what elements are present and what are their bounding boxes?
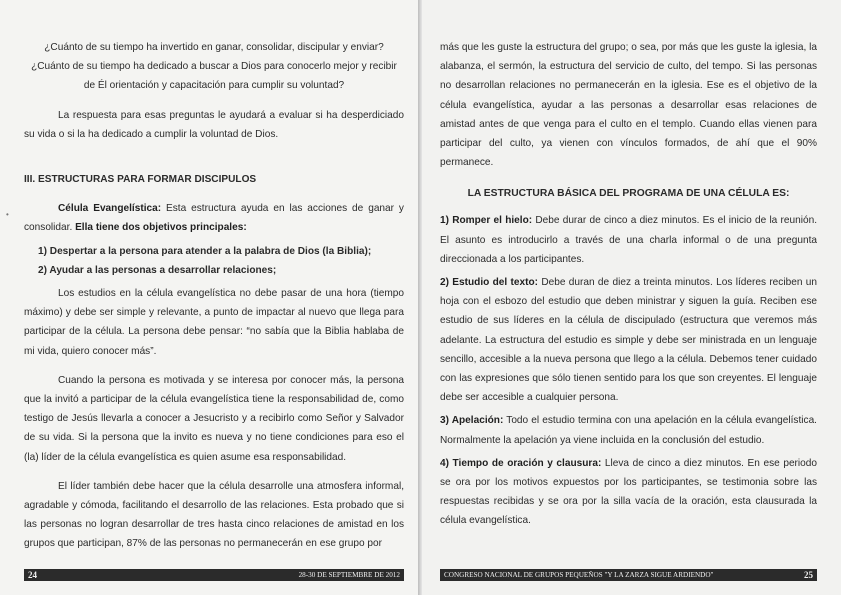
program-structure-title: LA ESTRUCTURA BÁSICA DEL PROGRAMA DE UNA CÉLULA ES: — [467, 188, 790, 200]
program-item-1 — [440, 211, 817, 269]
footer-date: 28-30 DE SEPTIEMBRE DE 2012 — [298, 571, 400, 579]
program-item-2-text: Debe duran de diez a treinta minutos. Los líderes reciben un hoja con el esbozo del estudio que deben ministrar y siguen la guía. Reciben ese estudio de sus líderes en la célula de discipulado (estructura que veremos más adelante. La estructura del estudio es simple y debe ser ministrada en un lenguaje sencillo, accesible a la nueva persona que llego a la célula. Debemos tener cuidado con las expresiones que sólo tienen sentido para los que son creyentes. El lenguaje debe ser accesible a cualquier persona. — [440, 277, 817, 404]
left-page — [0, 0, 418, 595]
program-item-1-text: Debe durar de cinco a diez minutos. Es el inicio de la reunión. El asunto es introducirlo a través de una charla informal o de una pregunta direccionada a los participantes. — [440, 215, 818, 265]
cell-objectives: Ella tiene dos objetivos principales: — [75, 222, 247, 234]
footer-congress: CONGRESO NACIONAL DE GRUPOS PEQUEÑOS "Y LA ZARZA SIGUE ARDIENDO" — [444, 571, 714, 579]
intro-line-1: ¿Cuánto de su tiempo ha invertido en ganar, consolidar, discipular y enviar? — [44, 42, 384, 53]
section-title: III. ESTRUCTURAS PARA FORMAR DISCIPULOS — [24, 174, 257, 186]
objectives-list — [38, 242, 404, 280]
paragraph-2: Cuando la persona es motivada y se interesa por conocer más, la persona que la invitó a participar de la célula evangelística tiene la responsabilidad de, como testigo de Jesús llevarla a conocer a Jesucristo y a recibirlo como Señor y Salvador de su vida. Si la persona que la invito es nueva y no tiene condiciones para eso el (la) líder de la célula evangelística es quien asume esa responsabilidad. — [24, 374, 404, 463]
page-number-left: 24 — [28, 570, 37, 580]
program-item-1-label: 1) Romper el hielo: — [440, 215, 533, 227]
program-item-3-text: Todo el estudio termina con una apelación en la célula evangelística. Normalmente la apelación ya viene incluida en la conclusión del estudio. — [440, 415, 817, 446]
intro-answer: La respuesta para esas preguntas le ayudará a evaluar si ha desperdiciado su vida o si la ha dedicado a cumplir la voluntad de Dios. — [24, 109, 404, 140]
page-number-right: 25 — [804, 570, 813, 580]
right-footer — [440, 569, 817, 581]
program-item-2-label: 2) Estudio del texto: — [440, 277, 539, 289]
program-item-3-label: 3) Apelación: — [440, 415, 504, 427]
program-item-4-label: 4) Tiempo de oración y clausura: — [440, 457, 602, 469]
program-item-4 — [440, 454, 817, 531]
program-item-3 — [440, 411, 817, 449]
right-page — [422, 0, 841, 595]
margin-mark: • — [6, 210, 9, 219]
intro-line-3: de Él orientación y capacitación para cumplir su voluntad? — [83, 80, 345, 92]
intro-line-2: ¿Cuánto de su tiempo ha dedicado a buscar a Dios para conocerlo mejor y recibir — [31, 61, 397, 73]
cell-paragraph — [24, 199, 404, 237]
continued-paragraph: más que les guste la estructura del grupo; o sea, por más que les guste la iglesia, la alabanza, el sermón, la estructura del servicio de culto, del tempo. Si las personas no desarrollan relaciones no permanecerán en la iglesia. Ese es el objetivo de la célula evangelística, ayudar a las personas a desarrollar esas relaciones de amistad antes de que venga para el culto en el templo. Cuando ellas vienen para participar del culto, ya vienen con vínculos formados, de ahí que el 90% permanece. — [440, 42, 817, 169]
paragraph-1: Los estudios en la célula evangelística no debe pasar de una hora (tiempo máximo) y debe ser simple y relevante, a punto de impactar al nuevo que llega para participar de la célula. La persona debe pensar: “no sabía que la Biblia hablaba de mi vida, quiero conocer más”. — [24, 288, 404, 357]
cell-label: Célula Evangelística: — [58, 203, 162, 215]
cell-text: Esta estructura ayuda en las acciones de ganar y consolidar. — [24, 203, 404, 234]
objective-item-2: 2) Ayudar a las personas a desarrollar relaciones; — [38, 264, 277, 276]
left-footer — [24, 569, 404, 581]
objective-item-1: 1) Despertar a la persona para atender a la palabra de Dios (la Biblia); — [38, 245, 372, 257]
paragraph-3: El líder también debe hacer que la célula desarrolle una atmosfera informal, agradable y cómoda, facilitando el desarrollo de las relaciones. Esta probado que si las personas no logran desarrollar de tres hasta cinco relaciones de amistad en los grupos que participan, 87% de las personas no permanecerán en ese grupo por — [24, 480, 404, 550]
program-item-4-text: Lleva de cinco a diez minutos. En ese periodo se ora por los motivos expuestos por los participantes, se testimonia sobre las respuestas recibidas y se ora por la silla vacía de la oración, esta clausurada la célula evangelística. — [440, 457, 818, 527]
program-item-2 — [440, 273, 817, 407]
